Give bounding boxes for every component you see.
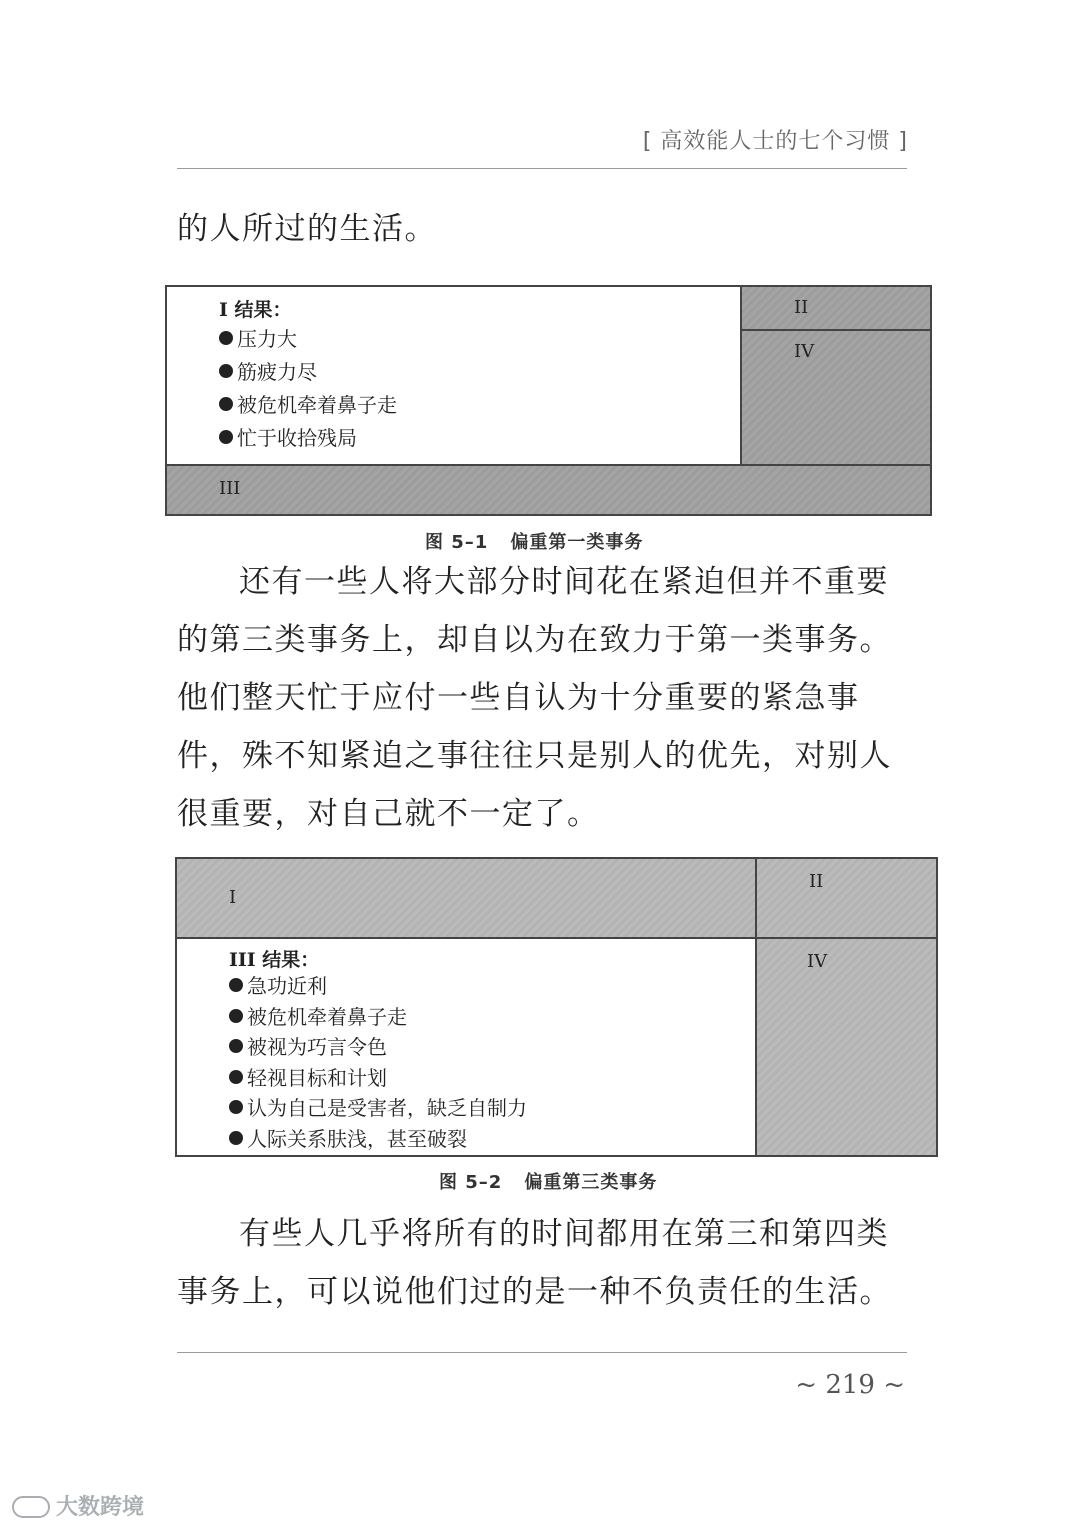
result-list <box>219 323 397 455</box>
watermark-text: 大数跨境 <box>56 1495 145 1520</box>
bullet-icon <box>229 1039 243 1053</box>
quadrant-1-label: I <box>229 887 237 908</box>
result-title: I 结果： <box>219 299 292 321</box>
result-item: 被危机牵着鼻子走 <box>219 389 397 422</box>
result-item: 轻视目标和计划 <box>229 1063 527 1094</box>
watermark <box>12 1490 144 1521</box>
bullet-icon <box>219 430 233 444</box>
result-item: 急功近利 <box>229 971 527 1002</box>
result-item: 忙于收拾残局 <box>219 422 397 455</box>
result-item: 筋疲力尽 <box>219 356 397 389</box>
quadrant-4-cell <box>757 939 936 1155</box>
quadrant-2-label: II <box>809 871 824 892</box>
caption-text: 偏重第一类事务 <box>510 532 644 553</box>
quadrant-4-label: IV <box>794 341 815 362</box>
quadrant-2-label: II <box>794 297 809 318</box>
bullet-icon <box>219 397 233 411</box>
quadrant-2-cell <box>757 859 936 939</box>
footer-rule <box>177 1352 907 1353</box>
result-list <box>229 971 527 1154</box>
quadrant-2-cell <box>742 287 930 331</box>
result-item: 认为自己是受害者，缺乏自制力 <box>229 1093 527 1124</box>
figure-5-2-caption <box>439 1168 657 1194</box>
quadrant-3-label: III <box>219 478 241 499</box>
figure-5-1-quadrant <box>165 285 932 516</box>
bullet-icon <box>219 364 233 378</box>
quadrant-3-cell <box>167 464 930 514</box>
watermark-logo-icon <box>12 1496 50 1518</box>
page-number: ~ 219 ~ <box>795 1370 905 1400</box>
quadrant-3-cell <box>177 939 757 1155</box>
bullet-icon <box>229 1100 243 1114</box>
result-item: 压力大 <box>219 323 397 356</box>
bullet-icon <box>229 1131 243 1145</box>
bullet-icon <box>229 978 243 992</box>
caption-text: 偏重第三类事务 <box>524 1172 658 1193</box>
quadrant-4-label: IV <box>807 951 828 972</box>
paragraph-2: 还有一些人将大部分时间花在紧迫但并不重要的第三类事务上，却自以为在致力于第一类事务。他们整天忙于应付一些自认为十分重要的紧急事件，殊不知紧迫之事往往只是别人的优先，对别人很重要，对自己就不一定了。 <box>177 564 892 832</box>
caption-number: 图 5–2 <box>439 1172 503 1193</box>
quadrant-1-cell <box>167 287 742 464</box>
figure-5-2-quadrant <box>175 857 938 1157</box>
result-item: 人际关系肤浅，甚至破裂 <box>229 1124 527 1155</box>
quadrant-4-cell <box>742 331 930 464</box>
bullet-icon <box>229 1070 243 1084</box>
result-item: 被危机牵着鼻子走 <box>229 1002 527 1033</box>
running-header-title: [ 高效能人士的七个习惯 ] <box>642 129 908 154</box>
figure-5-1-caption <box>425 528 643 554</box>
result-item: 被视为巧言令色 <box>229 1032 527 1063</box>
paragraph-3: 有些人几乎将所有的时间都用在第三和第四类事务上，可以说他们过的是一种不负责任的生活。 <box>177 1216 892 1310</box>
caption-number: 图 5–1 <box>425 532 489 553</box>
result-title: III 结果： <box>229 949 320 971</box>
header-rule <box>177 168 907 169</box>
quadrant-1-cell <box>177 859 757 939</box>
bullet-icon <box>219 331 233 345</box>
bullet-icon <box>229 1009 243 1023</box>
paragraph-1: 的人所过的生活。 <box>177 211 437 247</box>
